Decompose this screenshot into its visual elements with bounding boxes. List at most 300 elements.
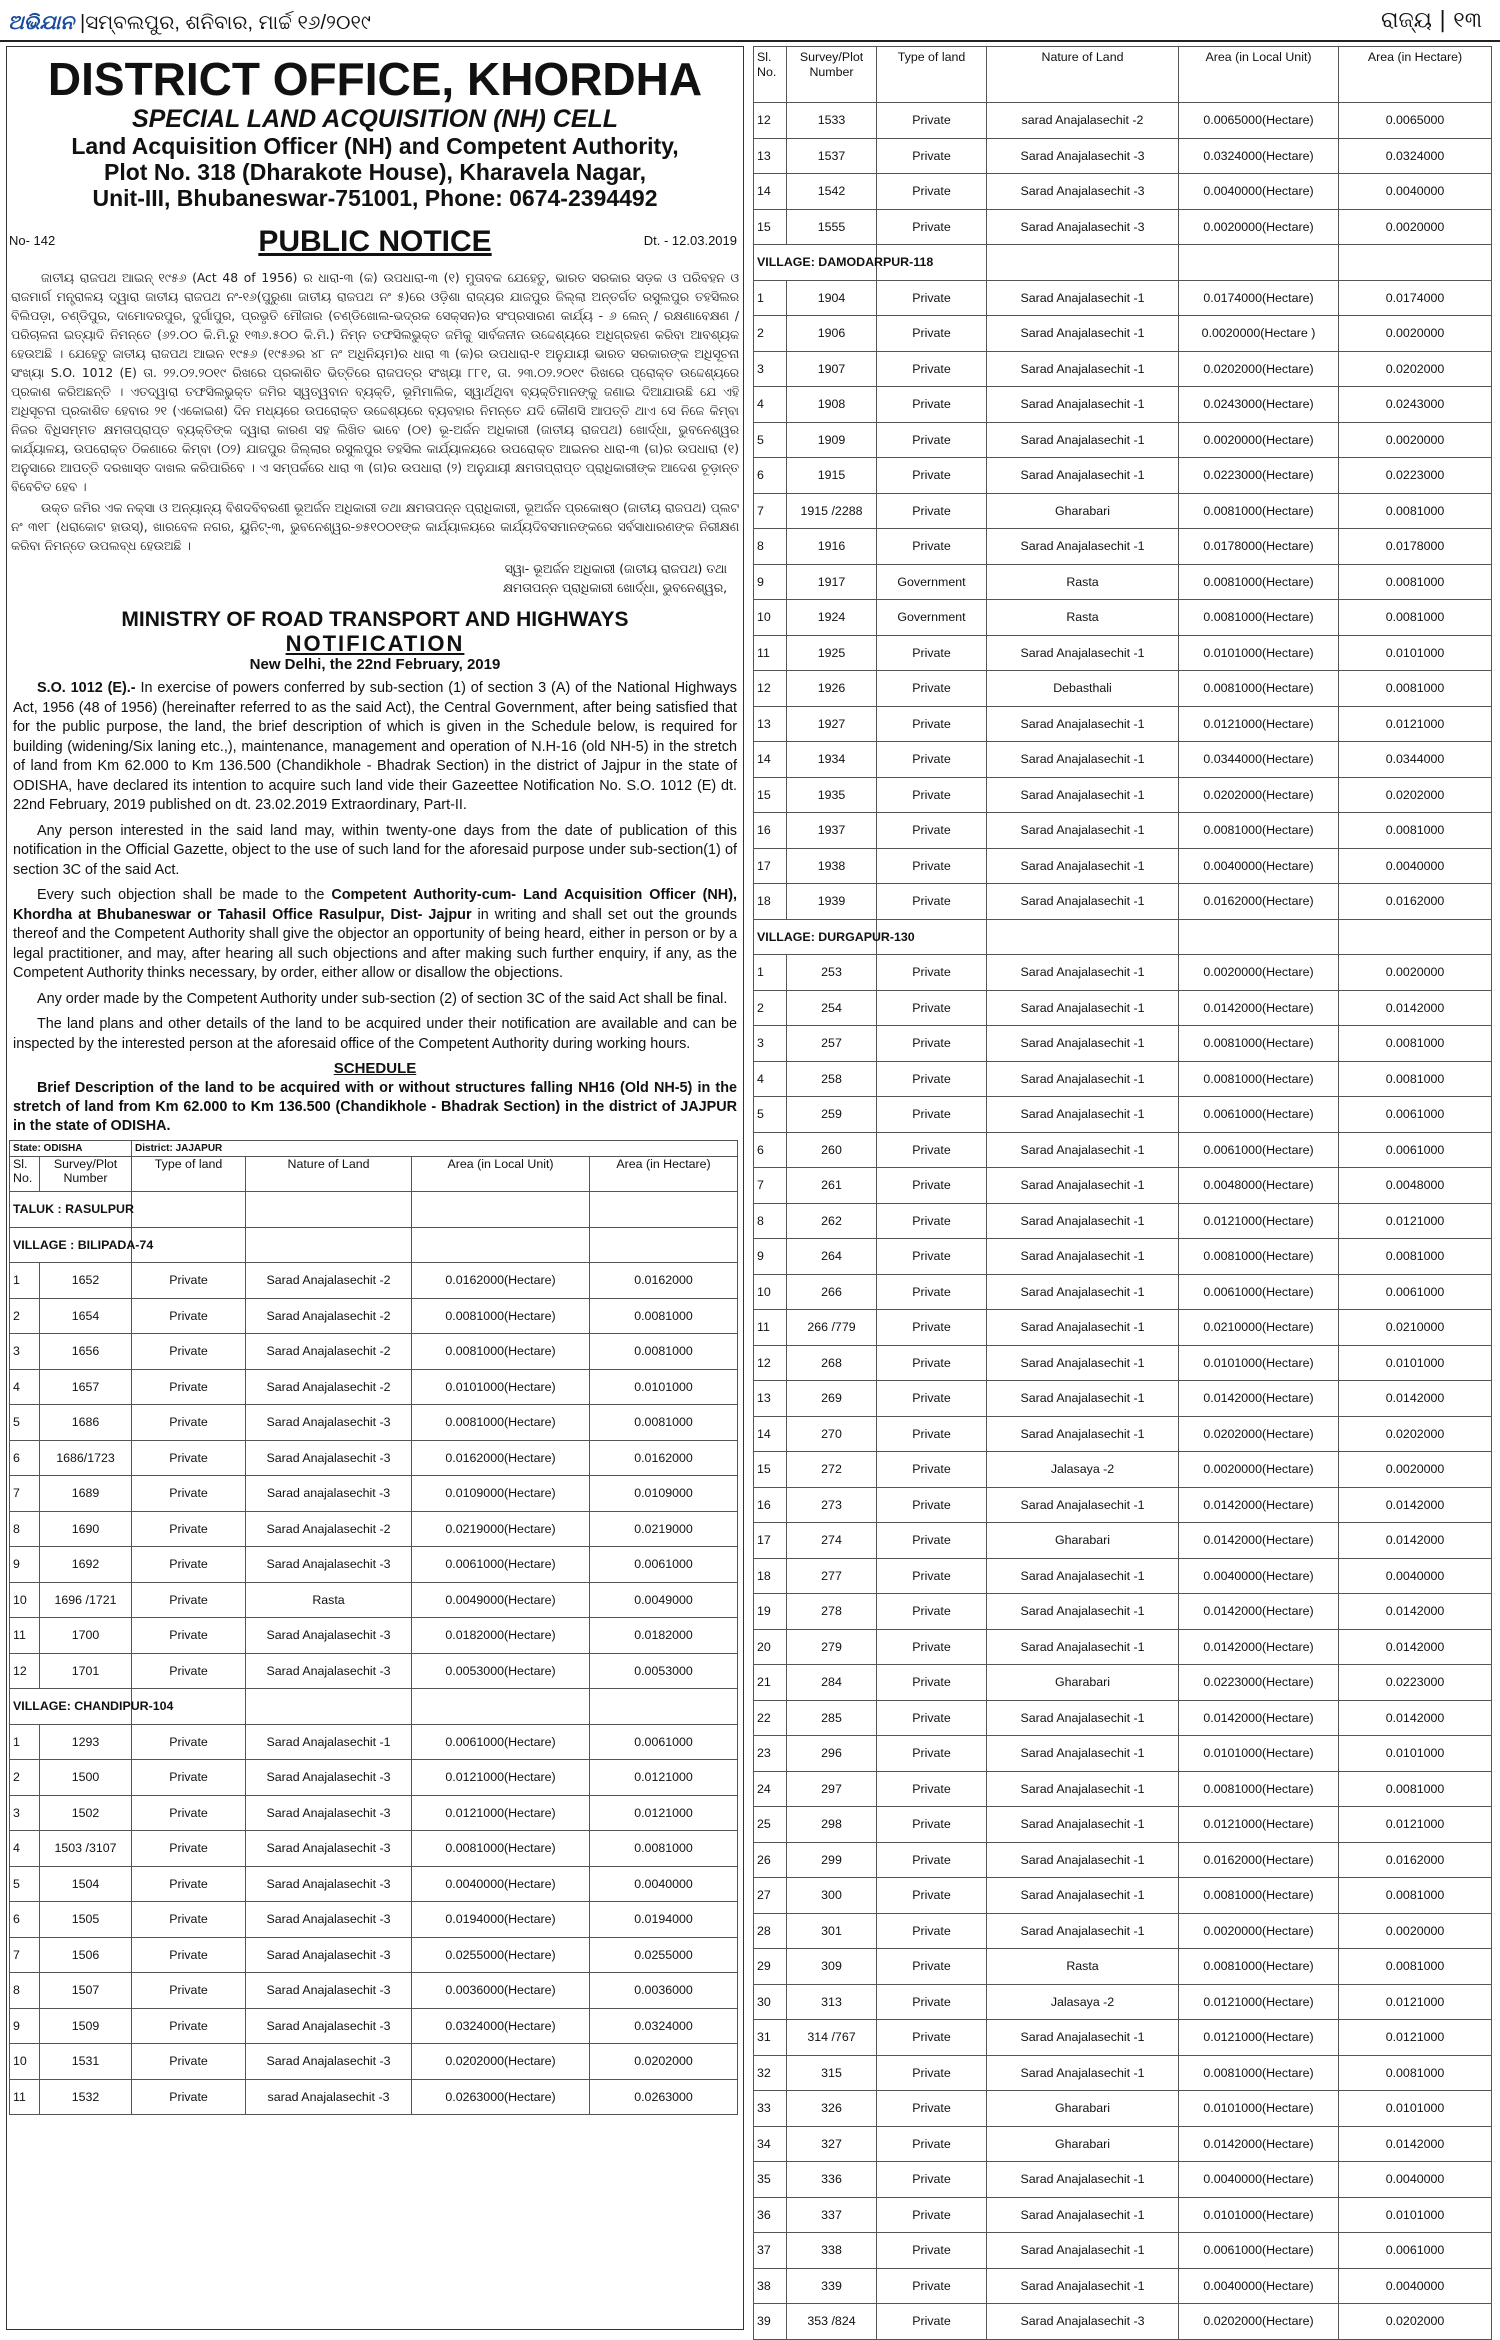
cell-nature-of-land: Sarad Anajalasechit -2	[246, 1369, 412, 1405]
table-row	[754, 1239, 1492, 1275]
cell-nature-of-land: Sarad Anajalasechit -1	[987, 1381, 1179, 1417]
cell-area-local: 0.0178000(Hectare)	[1179, 529, 1339, 565]
cell-nature-of-land: Sarad Anajalasechit -1	[987, 1913, 1179, 1949]
cell-area-hectare: 0.0040000	[590, 1866, 738, 1902]
cell-sl-no: 5	[10, 1405, 40, 1441]
cell-survey-plot: 1904	[787, 280, 877, 316]
cell-area-local: 0.0081000(Hectare)	[1179, 1771, 1339, 1807]
cell-nature-of-land: Sarad Anajalasechit -1	[987, 1239, 1179, 1275]
cell-sl-no: 21	[754, 1665, 787, 1701]
cell-area-hectare: 0.0081000	[1339, 1061, 1492, 1097]
public-notice-column	[6, 46, 744, 2330]
cell-nature-of-land: Jalasaya -2	[987, 1452, 1179, 1488]
cell-area-local: 0.0040000(Hectare)	[1179, 174, 1339, 210]
cell-area-hectare: 0.0053000	[590, 1653, 738, 1689]
cell-area-local: 0.0049000(Hectare)	[412, 1582, 590, 1618]
cell-area-hectare: 0.0121000	[590, 1795, 738, 1831]
notice-date: Dt. - 12.03.2019	[643, 233, 737, 248]
cell-nature-of-land: sarad Anajalasechit -3	[246, 2079, 412, 2115]
cell-area-local: 0.0020000(Hectare)	[1179, 1913, 1339, 1949]
table-row	[10, 1937, 738, 1973]
cell-survey-plot: 266	[787, 1274, 877, 1310]
cell-area-hectare: 0.0101000	[1339, 635, 1492, 671]
cell-sl-no: 18	[754, 1558, 787, 1594]
cell-nature-of-land: Rasta	[987, 1949, 1179, 1985]
cell-nature-of-land: Sarad Anajalasechit -1	[987, 2197, 1179, 2233]
cell-sl-no: 1	[10, 1263, 40, 1299]
cell-area-local: 0.0142000(Hectare)	[1179, 1594, 1339, 1630]
cell-area-hectare: 0.0081000	[590, 1405, 738, 1441]
cell-area-local: 0.0101000(Hectare)	[412, 1369, 590, 1405]
cell-area-hectare: 0.0081000	[1339, 1026, 1492, 1062]
so-reference: S.O. 1012 (E).-	[37, 680, 136, 696]
cell-sl-no: 18	[754, 884, 787, 920]
cell-type-of-land: Private	[877, 1487, 987, 1523]
cell-sl-no: 7	[10, 1937, 40, 1973]
district-label: District: JAJAPUR	[132, 1141, 738, 1157]
cell-nature-of-land: Rasta	[246, 1582, 412, 1618]
cell-area-local: 0.0202000(Hectare)	[412, 2044, 590, 2080]
cell-sl-no: 12	[754, 103, 787, 139]
cell-area-hectare: 0.0223000	[1339, 458, 1492, 494]
cell-nature-of-land: Sarad Anajalasechit -3	[987, 2304, 1179, 2340]
cell-area-hectare: 0.0081000	[1339, 600, 1492, 636]
cell-survey-plot: 298	[787, 1807, 877, 1843]
cell-type-of-land: Private	[877, 1416, 987, 1452]
cell-type-of-land: Private	[132, 1582, 246, 1618]
cell-area-local: 0.0162000(Hectare)	[1179, 1842, 1339, 1878]
cell-sl-no: 28	[754, 1913, 787, 1949]
cell-survey-plot: 1503 /3107	[40, 1831, 132, 1867]
table-row	[10, 1902, 738, 1938]
cell-type-of-land: Private	[877, 1452, 987, 1488]
cell-area-hectare: 0.0040000	[1339, 2162, 1492, 2198]
cell-area-local: 0.0101000(Hectare)	[1179, 2197, 1339, 2233]
cell-nature-of-land: Sarad Anajalasechit -1	[987, 1097, 1179, 1133]
table-row	[754, 635, 1492, 671]
cell-nature-of-land: Sarad Anajalasechit -1	[987, 1487, 1179, 1523]
table-row	[754, 1274, 1492, 1310]
cell-sl-no: 1	[10, 1724, 40, 1760]
cell-area-local: 0.0081000(Hectare)	[1179, 671, 1339, 707]
cell-area-local: 0.0081000(Hectare)	[1179, 1061, 1339, 1097]
cell-survey-plot: 1701	[40, 1653, 132, 1689]
cell-nature-of-land: Sarad Anajalasechit -1	[987, 777, 1179, 813]
cell-nature-of-land: Sarad Anajalasechit -1	[987, 1771, 1179, 1807]
cell-type-of-land: Private	[132, 1760, 246, 1796]
cell-nature-of-land: Sarad Anajalasechit -1	[987, 990, 1179, 1026]
cell-type-of-land: Private	[877, 1629, 987, 1665]
cell-survey-plot: 1531	[40, 2044, 132, 2080]
empty-cell	[987, 245, 1179, 281]
table-row	[754, 706, 1492, 742]
cell-area-local: 0.0142000(Hectare)	[1179, 1381, 1339, 1417]
cell-nature-of-land: Sarad Anajalasechit -1	[987, 280, 1179, 316]
cell-sl-no: 6	[10, 1902, 40, 1938]
cell-area-hectare: 0.0162000	[590, 1263, 738, 1299]
cell-type-of-land: Private	[132, 1263, 246, 1299]
cell-area-hectare: 0.0142000	[1339, 1381, 1492, 1417]
cell-type-of-land: Private	[132, 1547, 246, 1583]
cell-area-local: 0.0142000(Hectare)	[1179, 1629, 1339, 1665]
table-row	[754, 2304, 1492, 2340]
notification-paragraph-1	[7, 679, 743, 816]
cell-nature-of-land: Sarad Anajalasechit -3	[246, 1405, 412, 1441]
cell-area-local: 0.0061000(Hectare)	[1179, 1132, 1339, 1168]
cell-survey-plot: 264	[787, 1239, 877, 1275]
cell-nature-of-land: Sarad Anajalasechit -2	[246, 1511, 412, 1547]
cell-area-hectare: 0.0263000	[590, 2079, 738, 2115]
column-header: Area (in Local Unit)	[412, 1157, 590, 1192]
cell-type-of-land: Private	[877, 848, 987, 884]
cell-type-of-land: Private	[877, 138, 987, 174]
table-row	[754, 1203, 1492, 1239]
cell-area-local: 0.0081000(Hectare)	[1179, 1878, 1339, 1914]
cell-sl-no: 5	[754, 422, 787, 458]
cell-area-hectare: 0.0243000	[1339, 387, 1492, 423]
cell-type-of-land: Private	[132, 1405, 246, 1441]
cell-area-hectare: 0.0081000	[1339, 493, 1492, 529]
cell-area-hectare: 0.0061000	[590, 1547, 738, 1583]
column-header: Sl. No.	[754, 47, 787, 103]
cell-sl-no: 9	[10, 2008, 40, 2044]
cell-nature-of-land: Sarad Anajalasechit -1	[987, 387, 1179, 423]
cell-nature-of-land: Sarad Anajalasechit -1	[987, 1345, 1179, 1381]
odia-signature-line-2: କ୍ଷମତାପନ୍ନ ପ୍ରାଧିକାରୀ ଖୋର୍ଦ୍ଧା, ଭୁବନେଶ୍ୱର,	[503, 581, 727, 595]
cell-type-of-land: Private	[877, 1878, 987, 1914]
cell-area-hectare: 0.0202000	[1339, 351, 1492, 387]
cell-type-of-land: Private	[132, 2044, 246, 2080]
cell-sl-no: 4	[10, 1831, 40, 1867]
table-row	[754, 1913, 1492, 1949]
cell-type-of-land: Private	[877, 1913, 987, 1949]
cell-area-local: 0.0061000(Hectare)	[1179, 1097, 1339, 1133]
table-row	[754, 1558, 1492, 1594]
cell-survey-plot: 309	[787, 1949, 877, 1985]
cell-sl-no: 15	[754, 209, 787, 245]
cell-type-of-land: Private	[132, 1618, 246, 1654]
cell-area-local: 0.0142000(Hectare)	[1179, 1523, 1339, 1559]
cell-nature-of-land: Sarad Anajalasechit -3	[246, 1866, 412, 1902]
empty-cell	[132, 1192, 246, 1228]
cell-sl-no: 10	[754, 600, 787, 636]
cell-sl-no: 22	[754, 1700, 787, 1736]
cell-area-hectare: 0.0036000	[590, 1973, 738, 2009]
table-row	[754, 990, 1492, 1026]
table-row	[754, 1345, 1492, 1381]
cell-area-hectare: 0.0065000	[1339, 103, 1492, 139]
cell-type-of-land: Private	[877, 2055, 987, 2091]
para3-lead: Every such objection shall be made to the	[37, 887, 332, 903]
cell-type-of-land: Private	[877, 2197, 987, 2233]
schedule-heading: SCHEDULE	[333, 1060, 417, 1077]
table-row	[754, 1949, 1492, 1985]
cell-survey-plot: 270	[787, 1416, 877, 1452]
cell-sl-no: 12	[754, 671, 787, 707]
cell-nature-of-land: Debasthali	[987, 671, 1179, 707]
cell-type-of-land: Private	[877, 1203, 987, 1239]
empty-cell	[1339, 919, 1492, 955]
cell-type-of-land: Private	[877, 2268, 987, 2304]
cell-area-local: 0.0182000(Hectare)	[412, 1618, 590, 1654]
cell-area-local: 0.0162000(Hectare)	[1179, 884, 1339, 920]
cell-nature-of-land: Sarad Anajalasechit -1	[987, 316, 1179, 352]
table-row	[754, 209, 1492, 245]
column-header: Nature of Land	[987, 47, 1179, 103]
cell-survey-plot: 1935	[787, 777, 877, 813]
cell-type-of-land: Private	[877, 1132, 987, 1168]
schedule-table-right	[753, 46, 1492, 2340]
table-row	[754, 422, 1492, 458]
table-row	[754, 529, 1492, 565]
cell-survey-plot: 1909	[787, 422, 877, 458]
cell-area-local: 0.0121000(Hectare)	[412, 1760, 590, 1796]
cell-sl-no: 8	[754, 1203, 787, 1239]
cell-survey-plot: 1938	[787, 848, 877, 884]
cell-area-hectare: 0.0101000	[1339, 2091, 1492, 2127]
cell-survey-plot: 1924	[787, 600, 877, 636]
table-row	[10, 1760, 738, 1796]
cell-sl-no: 15	[754, 1452, 787, 1488]
cell-nature-of-land: Sarad Anajalasechit -3	[246, 1973, 412, 2009]
cell-nature-of-land: Sarad Anajalasechit -1	[987, 1594, 1179, 1630]
cell-area-hectare: 0.0109000	[590, 1476, 738, 1512]
cell-sl-no: 9	[754, 564, 787, 600]
cell-survey-plot: 285	[787, 1700, 877, 1736]
cell-nature-of-land: Sarad Anajalasechit -3	[246, 2008, 412, 2044]
notification-date: New Delhi, the 22nd February, 2019	[249, 656, 501, 673]
cell-area-local: 0.0101000(Hectare)	[1179, 2091, 1339, 2127]
cell-sl-no: 1	[754, 280, 787, 316]
empty-cell	[987, 919, 1179, 955]
cell-nature-of-land: Sarad Anajalasechit -1	[987, 1416, 1179, 1452]
cell-sl-no: 36	[754, 2197, 787, 2233]
cell-area-hectare: 0.0101000	[590, 1369, 738, 1405]
cell-nature-of-land: Sarad Anajalasechit -1	[987, 1878, 1179, 1914]
cell-area-hectare: 0.0040000	[1339, 174, 1492, 210]
cell-title: SPECIAL LAND ACQUISITION (NH) CELL	[131, 105, 619, 133]
table-row	[10, 2008, 738, 2044]
table-row	[754, 103, 1492, 139]
table-row	[754, 813, 1492, 849]
cell-survey-plot: 253	[787, 955, 877, 991]
cell-survey-plot: 1502	[40, 1795, 132, 1831]
cell-nature-of-land: Sarad Anajalasechit -1	[987, 1026, 1179, 1062]
section-row	[10, 1192, 738, 1228]
cell-area-local: 0.0020000(Hectare)	[1179, 1452, 1339, 1488]
cell-sl-no: 12	[754, 1345, 787, 1381]
cell-area-local: 0.0020000(Hectare )	[1179, 316, 1339, 352]
cell-area-local: 0.0081000(Hectare)	[1179, 1949, 1339, 1985]
cell-nature-of-land: Sarad Anajalasechit -1	[987, 706, 1179, 742]
cell-nature-of-land: Sarad Anajalasechit -1	[987, 635, 1179, 671]
cell-survey-plot: 1692	[40, 1547, 132, 1583]
cell-sl-no: 29	[754, 1949, 787, 1985]
cell-area-local: 0.0223000(Hectare)	[1179, 1665, 1339, 1701]
empty-cell	[1339, 245, 1492, 281]
table-row	[754, 1842, 1492, 1878]
table-row	[754, 1097, 1492, 1133]
cell-type-of-land: Private	[132, 1511, 246, 1547]
cell-sl-no: 14	[754, 742, 787, 778]
newspaper-header	[0, 0, 1500, 42]
cell-area-local: 0.0061000(Hectare)	[1179, 1274, 1339, 1310]
cell-area-hectare: 0.0121000	[1339, 1203, 1492, 1239]
schedule-table-left	[9, 1140, 738, 2115]
state-district-row	[10, 1141, 738, 1157]
cell-area-local: 0.0081000(Hectare)	[1179, 493, 1339, 529]
cell-nature-of-land: Sarad Anajalasechit -3	[987, 138, 1179, 174]
cell-area-hectare: 0.0081000	[1339, 1878, 1492, 1914]
table-row	[754, 2091, 1492, 2127]
empty-cell	[246, 1689, 412, 1725]
state-label: State: ODISHA	[10, 1141, 132, 1157]
cell-sl-no: 7	[754, 493, 787, 529]
cell-survey-plot: 1686	[40, 1405, 132, 1441]
table-row	[754, 1168, 1492, 1204]
cell-sl-no: 14	[754, 1416, 787, 1452]
cell-type-of-land: Private	[877, 280, 987, 316]
schedule-description: Brief Description of the land to be acquired with or without structures falling NH16 (Old NH-5) in the stretch of land from Km 62.000 to Km 136.500 (Chandikhole - Bhadrak Section) in the district of JAJPUR in the state of ODISHA.	[13, 1080, 737, 1134]
cell-sl-no: 7	[10, 1476, 40, 1512]
cell-area-hectare: 0.0194000	[590, 1902, 738, 1938]
cell-area-local: 0.0263000(Hectare)	[412, 2079, 590, 2115]
table-row	[10, 1334, 738, 1370]
cell-area-local: 0.0142000(Hectare)	[1179, 1700, 1339, 1736]
cell-type-of-land: Private	[877, 2162, 987, 2198]
table-row	[754, 458, 1492, 494]
cell-area-hectare: 0.0061000	[590, 1724, 738, 1760]
cell-type-of-land: Private	[132, 1334, 246, 1370]
cell-nature-of-land: Gharabari	[987, 2091, 1179, 2127]
notification-paragraph-2: Any person interested in the said land may, within twenty-one days from the date of publication of this notification in the Official Gazette, object to the use of such land for the aforesaid purpose under sub-section(1) of section 3C of the said Act.	[13, 822, 737, 878]
village-label: VILLAGE : BILIPADA-74	[10, 1227, 132, 1263]
column-header: Area (in Hectare)	[590, 1157, 738, 1192]
cell-type-of-land: Private	[132, 1369, 246, 1405]
table-row	[754, 2020, 1492, 2056]
cell-sl-no: 5	[10, 1866, 40, 1902]
cell-survey-plot: 326	[787, 2091, 877, 2127]
cell-survey-plot: 1533	[787, 103, 877, 139]
cell-survey-plot: 353 /824	[787, 2304, 877, 2340]
cell-area-local: 0.0081000(Hectare)	[412, 1831, 590, 1867]
table-row	[754, 2233, 1492, 2269]
cell-type-of-land: Private	[877, 351, 987, 387]
column-header: Area (in Hectare)	[1339, 47, 1492, 103]
cell-sl-no: 19	[754, 1594, 787, 1630]
cell-survey-plot: 1500	[40, 1760, 132, 1796]
cell-survey-plot: 273	[787, 1487, 877, 1523]
cell-sl-no: 11	[754, 635, 787, 671]
cell-sl-no: 34	[754, 2126, 787, 2162]
cell-area-hectare: 0.0061000	[1339, 1132, 1492, 1168]
cell-area-hectare: 0.0142000	[1339, 990, 1492, 1026]
empty-cell	[412, 1227, 590, 1263]
cell-area-local: 0.0081000(Hectare)	[1179, 2055, 1339, 2091]
cell-area-local: 0.0081000(Hectare)	[412, 1298, 590, 1334]
cell-area-local: 0.0121000(Hectare)	[1179, 1203, 1339, 1239]
cell-area-local: 0.0210000(Hectare)	[1179, 1310, 1339, 1346]
cell-nature-of-land: Sarad Anajalasechit -1	[987, 2162, 1179, 2198]
cell-survey-plot: 1507	[40, 1973, 132, 2009]
table-row	[10, 1511, 738, 1547]
table-row	[754, 848, 1492, 884]
cell-area-local: 0.0081000(Hectare)	[1179, 600, 1339, 636]
cell-area-hectare: 0.0121000	[590, 1760, 738, 1796]
cell-survey-plot: 327	[787, 2126, 877, 2162]
cell-sl-no: 14	[754, 174, 787, 210]
odia-signature-line-1: ସ୍ୱା- ଭୂଅର୍ଜନ ଅଧିକାରୀ (ଜାତୀୟ ରାଜପଥ) ତଥା	[504, 562, 727, 576]
cell-survey-plot: 1532	[40, 2079, 132, 2115]
cell-nature-of-land: Sarad Anajalasechit -1	[987, 1629, 1179, 1665]
cell-sl-no: 17	[754, 1523, 787, 1559]
cell-type-of-land: Private	[877, 493, 987, 529]
cell-survey-plot: 1916	[787, 529, 877, 565]
odia-paragraph-2: ଉକ୍ତ ଜମିର ଏକ ନକ୍ସା ଓ ଅନ୍ୟାନ୍ୟ ବିଶଦବିବରଣୀ ଭୂଅର୍ଜନ ଅଧିକାରୀ ତଥା କ୍ଷମତାପନ୍ନ ପ୍ରାଧିକାରୀ, ଭୂଅର୍ଜନ ପ୍ରକୋଷ୍ଠ (ଜାତୀୟ ରାଜପଥ) ପ୍ଲଟ ନଂ ୩୧୮ (ଧରାକୋଟ ହାଉସ୍), ଖାରବେଳ ନଗର, ୟୁନିଟ୍-୩, ଭୁବନେଶ୍ୱର-୭୫୧୦୦୧ଙ୍କ କାର୍ଯ୍ୟାଳୟରେ କାର୍ଯ୍ୟଦିବସମାନଙ୍କରେ ସର୍ବସାଧାରଣଙ୍କ ନିରୀକ୍ଷଣ କରିବା ନିମନ୍ତେ ଉପଲବ୍ଧ ହେଉଅଛି ।	[11, 501, 739, 553]
cell-area-local: 0.0243000(Hectare)	[1179, 387, 1339, 423]
cell-nature-of-land: Sarad Anajalasechit -1	[987, 2233, 1179, 2269]
cell-survey-plot: 1654	[40, 1298, 132, 1334]
cell-nature-of-land: Sarad Anajalasechit -3	[246, 1440, 412, 1476]
cell-survey-plot: 1927	[787, 706, 877, 742]
cell-area-hectare: 0.0040000	[1339, 1558, 1492, 1594]
table-row	[754, 1061, 1492, 1097]
cell-area-hectare: 0.0174000	[1339, 280, 1492, 316]
table-row	[754, 1629, 1492, 1665]
cell-sl-no: 4	[10, 1369, 40, 1405]
cell-area-local: 0.0053000(Hectare)	[412, 1653, 590, 1689]
table-row	[754, 1452, 1492, 1488]
cell-survey-plot: 1937	[787, 813, 877, 849]
cell-sl-no: 3	[754, 1026, 787, 1062]
cell-nature-of-land: Sarad Anajalasechit -3	[246, 1760, 412, 1796]
cell-type-of-land: Private	[877, 1239, 987, 1275]
cell-sl-no: 6	[754, 1132, 787, 1168]
cell-sl-no: 2	[754, 316, 787, 352]
table-row	[754, 1026, 1492, 1062]
cell-area-local: 0.0219000(Hectare)	[412, 1511, 590, 1547]
cell-survey-plot: 259	[787, 1097, 877, 1133]
cell-nature-of-land: Sarad Anajalasechit -1	[987, 884, 1179, 920]
cell-sl-no: 10	[10, 1582, 40, 1618]
cell-type-of-land: Private	[877, 742, 987, 778]
cell-area-local: 0.0202000(Hectare)	[1179, 1416, 1339, 1452]
cell-area-local: 0.0048000(Hectare)	[1179, 1168, 1339, 1204]
cell-type-of-land: Private	[877, 1949, 987, 1985]
cell-sl-no: 3	[754, 351, 787, 387]
cell-sl-no: 11	[10, 1618, 40, 1654]
page-section-number: ରାଜ୍ୟ | ୧୩	[1381, 8, 1482, 33]
cell-nature-of-land: Sarad anajalasechit -3	[246, 1476, 412, 1512]
village-label: VILLAGE: CHANDIPUR-104	[10, 1689, 132, 1725]
cell-sl-no: 3	[10, 1334, 40, 1370]
cell-survey-plot: 1656	[40, 1334, 132, 1370]
cell-type-of-land: Private	[877, 2304, 987, 2340]
cell-area-local: 0.0109000(Hectare)	[412, 1476, 590, 1512]
cell-area-hectare: 0.0202000	[1339, 1416, 1492, 1452]
cell-area-hectare: 0.0081000	[590, 1334, 738, 1370]
cell-area-local: 0.0121000(Hectare)	[1179, 1984, 1339, 2020]
cell-area-hectare: 0.0040000	[1339, 2268, 1492, 2304]
table-row	[754, 138, 1492, 174]
notification-paragraph-1-text: In exercise of powers conferred by sub-section (1) of section 3 (A) of the National Highways Act, 1956 (48 of 1956) (hereinafter referred to as the said Act), the Central Government, after being satisfied that for the public purpose, the land, the brief description of which is given in the Schedule below, is required for building (widening/Six laning etc.,), maintenance, management and operation of N.H-16 (old NH-5) in the stretch of land from Km 62.000 to Km 136.500 (Chandikhole - Bhadrak Section) in the district of Jajpur in the state of ODISHA, have declared its intention to acquire such land vide their Gazeettee Notification No. S.O. 1012 (E) dt. 22nd February, 2019 published on dt. 23.02.2019 Extraordinary, Part-II.	[13, 680, 738, 813]
cell-area-hectare: 0.0219000	[590, 1511, 738, 1547]
cell-survey-plot: 262	[787, 1203, 877, 1239]
cell-sl-no: 4	[754, 1061, 787, 1097]
cell-survey-plot: 1696 /1721	[40, 1582, 132, 1618]
cell-area-hectare: 0.0121000	[1339, 2020, 1492, 2056]
newspaper-logo: ଅଭିଯାନ	[8, 10, 75, 34]
